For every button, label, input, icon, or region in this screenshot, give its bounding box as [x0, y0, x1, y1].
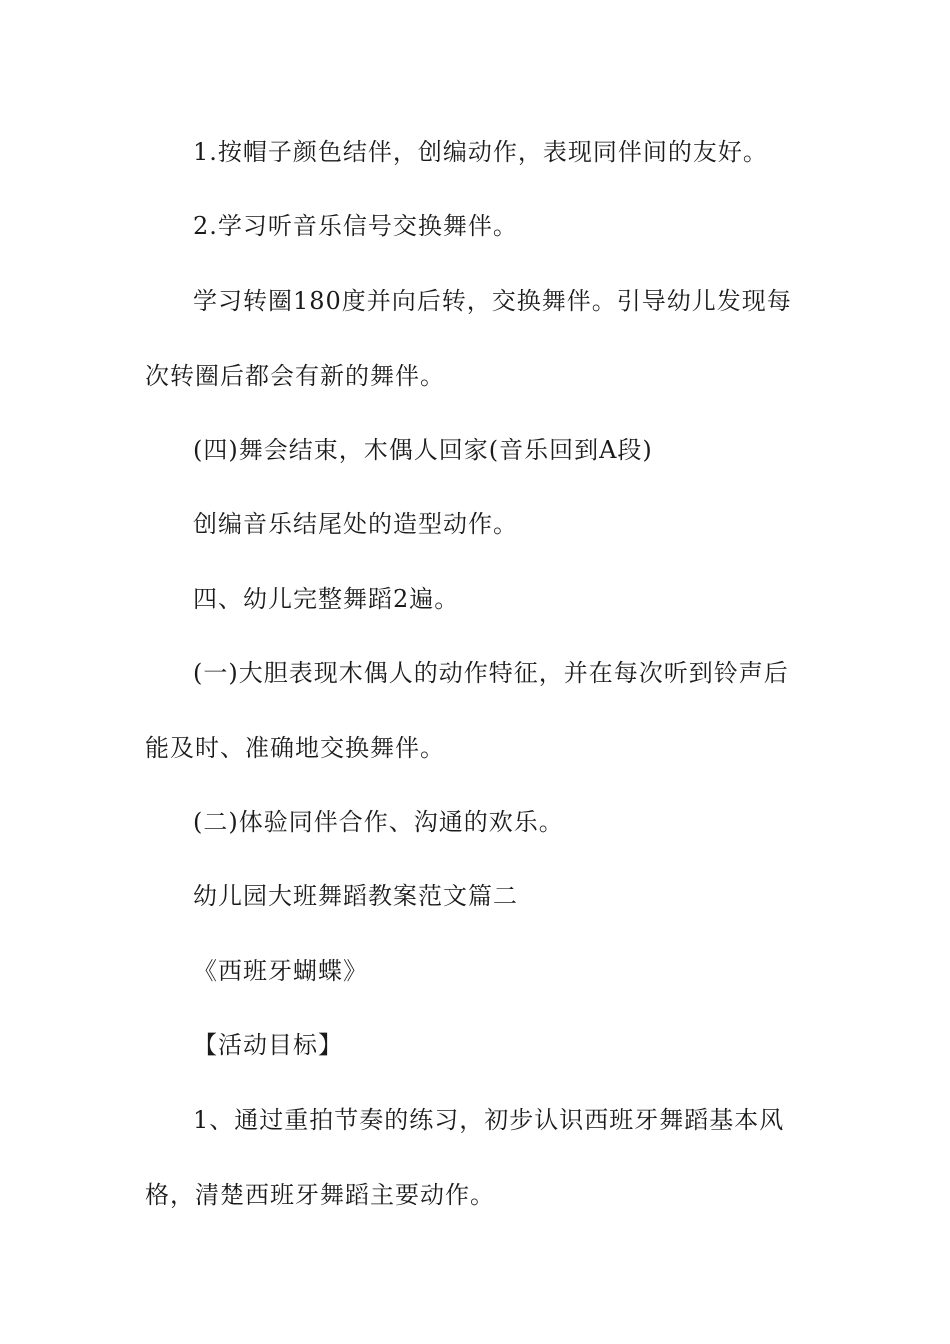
paragraph-6: 四、幼儿完整舞蹈2遍。: [193, 585, 460, 613]
section-heading: 幼儿园大班舞蹈教案范文篇二: [193, 882, 518, 910]
paragraph-goal-1: 1、通过重拍节奏的练习，初步认识西班牙舞蹈基本风格，清楚西班牙舞蹈主要动作。: [145, 1106, 785, 1209]
lesson-title: 《西班牙蝴蝶》: [193, 957, 368, 985]
paragraph-5: 创编音乐结尾处的造型动作。: [193, 510, 518, 538]
paragraph-8: (二)体验同伴合作、沟通的欢乐。: [193, 808, 564, 836]
paragraph-1: 1.按帽子颜色结伴，创编动作，表现同伴间的友好。: [193, 138, 768, 166]
activity-goals-heading: 【活动目标】: [193, 1031, 343, 1059]
paragraph-7: (一)大胆表现木偶人的动作特征，并在每次听到铃声后能及时、准确地交换舞伴。: [145, 659, 789, 762]
paragraph-4: (四)舞会结束，木偶人回家(音乐回到A段): [193, 436, 653, 464]
paragraph-2: 2.学习听音乐信号交换舞伴。: [193, 212, 518, 240]
paragraph-3: 学习转圈180度并向后转，交换舞伴。引导幼儿发现每次转圈后都会有新的舞伴。: [145, 287, 792, 390]
